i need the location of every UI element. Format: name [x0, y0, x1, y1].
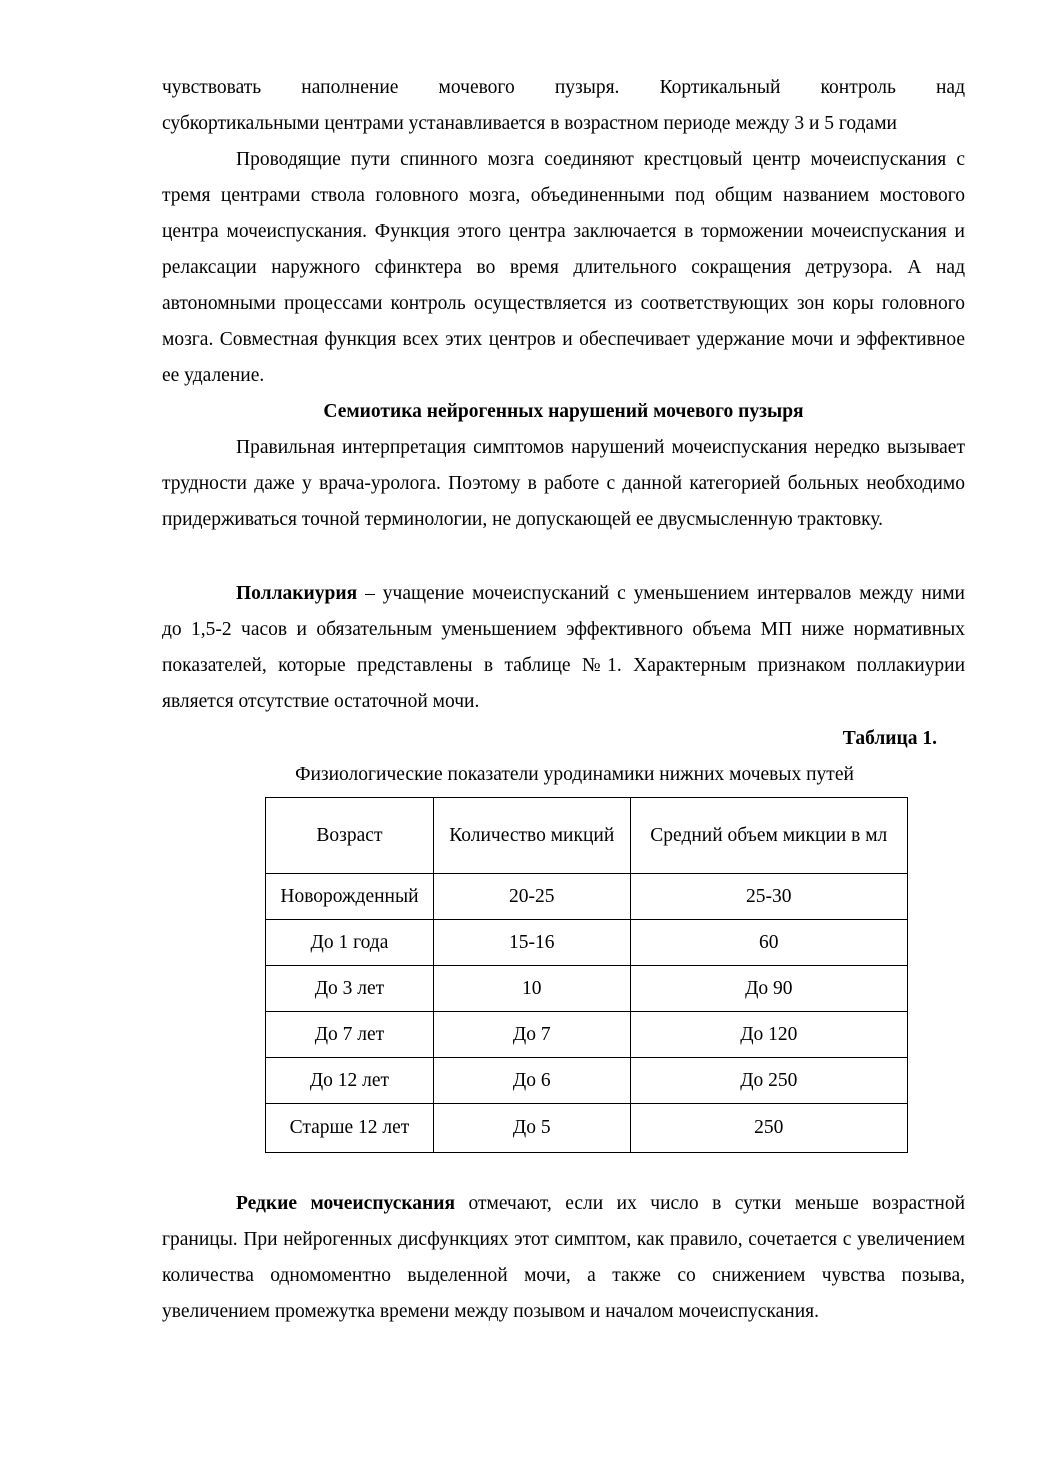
- table-row: [266, 1058, 908, 1104]
- definition-text: – учащение мочеиспусканий с уменьшением интервалов между ними до 1,5-2 часов и обязательным уменьшением эффективного объема МП ниже нормативных показателей, которые представлены в таблице №1. Характерным признаком поллакиурии является отсутствие остаточной мочи.: [162, 583, 965, 712]
- table-cell: 250: [630, 1104, 907, 1153]
- paragraph-interpretation: Правильная интерпретация симптомов нарушений мочеиспускания нередко вызывает трудности даже у врача-уролога. Поэтому в работе с данной категорией больных необходимо придерживаться точной терминологии, не допускающей ее двусмысленную трактовку.: [162, 437, 965, 530]
- definition-text: отмечают, если их число в сутки меньше возрастной границы. При нейрогенных дисфункциях этот симптом, как правило, сочетается с увеличением количества одномоментно выделенной мочи, а также со снижением чувства позыва, увеличением промежутка времени между позывом и началом мочеиспускания.: [162, 1193, 966, 1322]
- column-header: Возраст: [266, 798, 434, 874]
- table-row: [266, 874, 908, 920]
- table-cell: До 6: [433, 1058, 630, 1104]
- table-header-row: [266, 798, 908, 874]
- table-cell: Старше 12 лет: [266, 1104, 434, 1153]
- table-cell: До 250: [630, 1058, 907, 1104]
- table-row: [266, 1104, 908, 1153]
- table-cell: До 1 года: [266, 920, 434, 966]
- table-cell: 20-25: [433, 874, 630, 920]
- paragraph-continuation: [162, 70, 965, 142]
- table-cell: До 90: [630, 966, 907, 1012]
- paragraph-pollakiuria: [162, 576, 965, 720]
- table-cell: До 12 лет: [266, 1058, 434, 1104]
- table-row: [266, 1012, 908, 1058]
- paragraph-line: чувствовать наполнение мочевого пузыря. Кортикальный контроль над: [162, 77, 965, 98]
- table-cell: До 5: [433, 1104, 630, 1153]
- table-cell: 60: [630, 920, 907, 966]
- table-row: [266, 920, 908, 966]
- table-cell: До 7 лет: [266, 1012, 434, 1058]
- table-cell: Новорожденный: [266, 874, 434, 920]
- table-cell: 25-30: [630, 874, 907, 920]
- table-cell: До 7: [433, 1012, 630, 1058]
- table-label: Таблица 1.: [842, 728, 937, 749]
- term-pollakiuria: Поллакиурия: [236, 583, 358, 604]
- column-header: Количество микций: [433, 798, 630, 874]
- paragraph-line: субкортикальными центрами устанавливается в возрастном периоде между 3 и 5 годами: [162, 113, 897, 134]
- table-cell: 10: [433, 966, 630, 1012]
- column-header: Средний объем микции в мл: [630, 798, 907, 874]
- paragraph-rare-urination: [162, 1186, 965, 1330]
- urodynamics-table: [265, 797, 908, 1153]
- table-caption: Физиологические показатели уродинамики нижних мочевых путей: [295, 764, 854, 785]
- table-cell: До 120: [630, 1012, 907, 1058]
- term-rare-urination: Редкие мочеиспускания: [236, 1193, 456, 1214]
- table-row: [266, 966, 908, 1012]
- table-cell: 15-16: [433, 920, 630, 966]
- section-heading: Семиотика нейрогенных нарушений мочевого пузыря: [323, 401, 804, 422]
- table-cell: До 3 лет: [266, 966, 434, 1012]
- paragraph-pathways: Проводящие пути спинного мозга соединяют крестцовый центр мочеиспускания с тремя центрами ствола головного мозга, объединенными под общим названием мостового центра мочеиспускания. Функция этого центра заключается в торможении мочеиспускания и релаксации наружного сфинктера во время длительного сокращения детрузора. А над автономными процессами контроль осуществляется из соответствующих зон коры головного мозга. Совместная функция всех этих центров и обеспечивает удержание мочи и эффективное ее удаление.: [162, 149, 965, 386]
